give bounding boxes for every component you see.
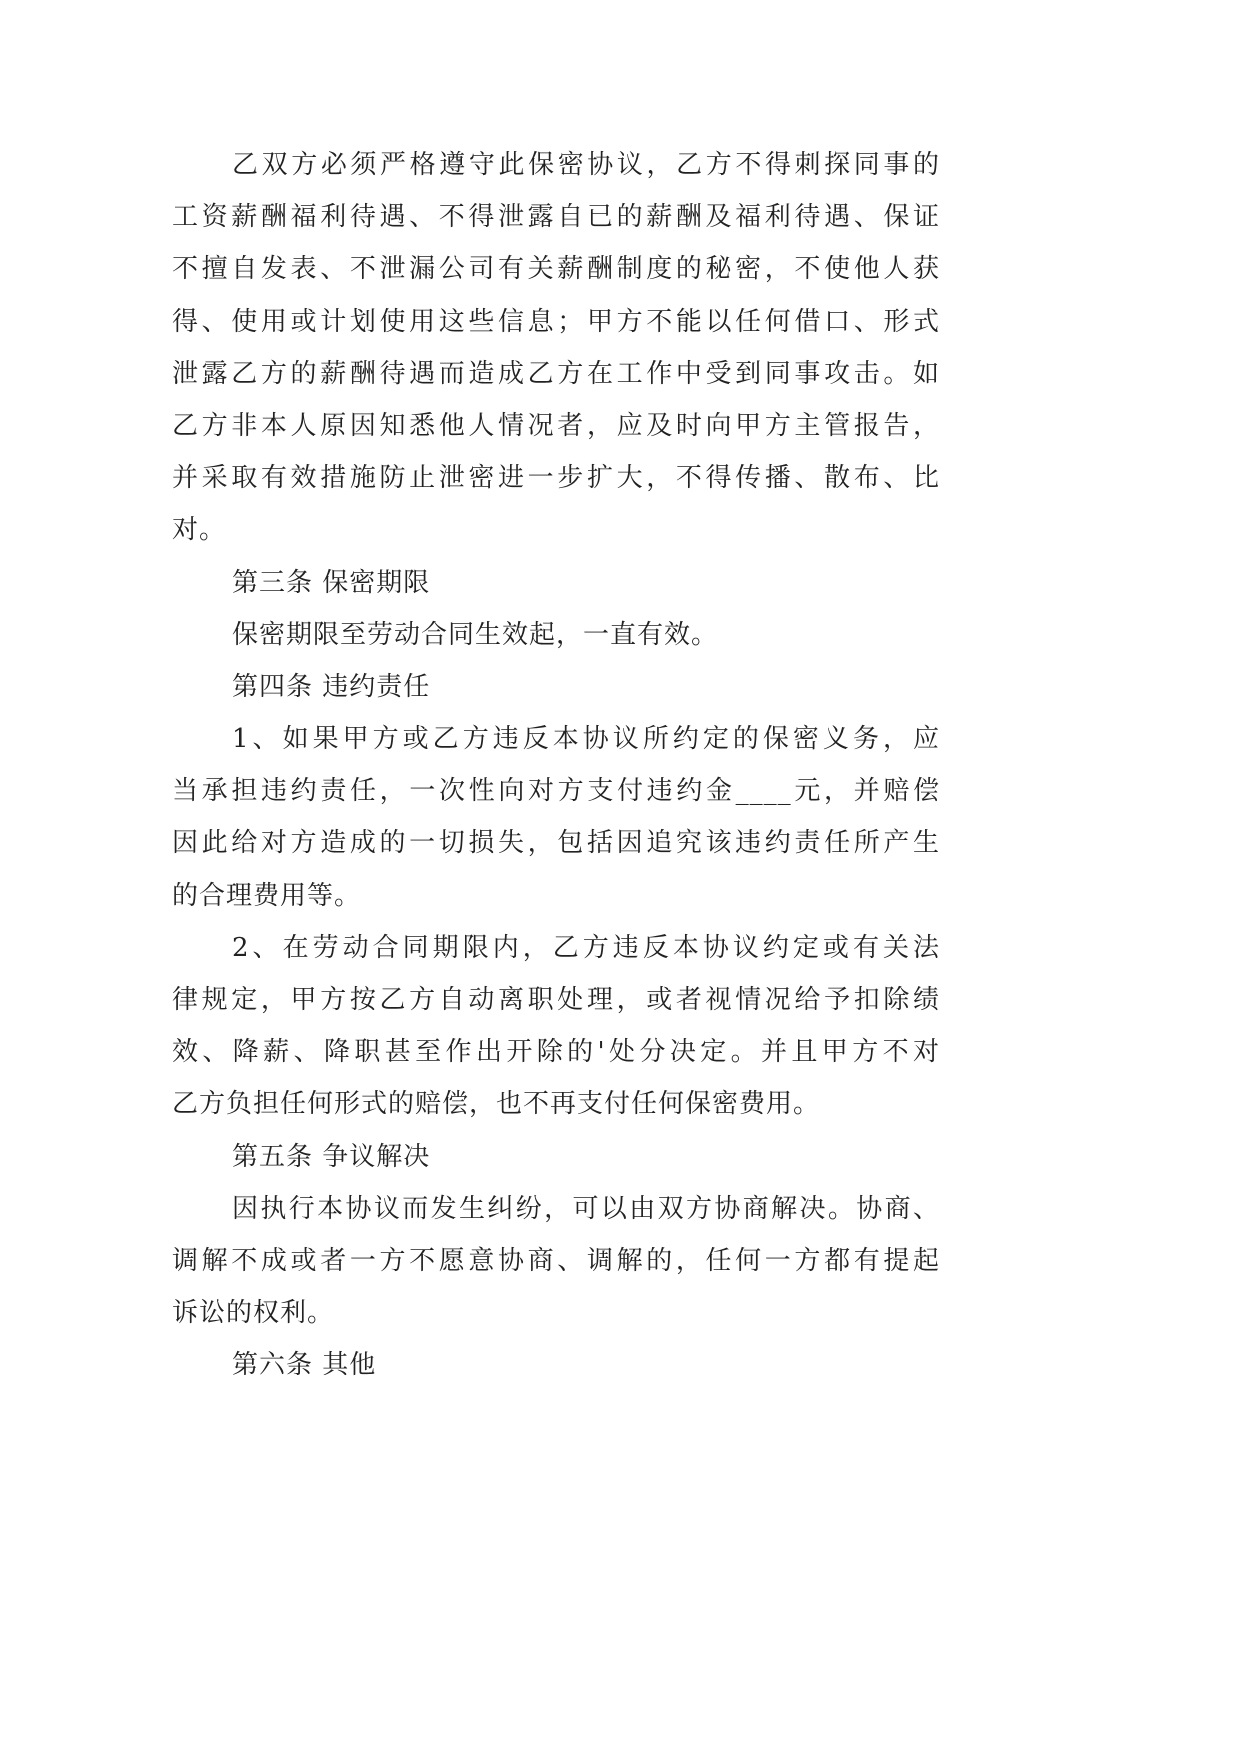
paragraph-2-line-1: 保密期限至劳动合同生效起，一直有效。 (232, 619, 719, 650)
paragraph-5-line-1: 因执行本协议而发生纠纷，可以由双方协商解决。协商、 (232, 1193, 940, 1224)
paragraph-5-line-3: 诉讼的权利。 (172, 1298, 335, 1329)
paragraph-confidentiality-obligation (172, 139, 940, 557)
paragraph-1-line-4: 得、使用或计划使用这些信息；甲方不能以任何借口、形式 (172, 306, 940, 337)
paragraph-3-line-1: 1、如果甲方或乙方违反本协议所约定的保密义务，应 (232, 724, 940, 755)
section-heading: 第三条 保密期限 (232, 567, 431, 598)
paragraph-5-line-2: 调解不成或者一方不愿意协商、调解的，任何一方都有提起 (172, 1245, 940, 1276)
heading-article-3 (172, 557, 940, 609)
paragraph-1-line-3: 不擅自发表、不泄漏公司有关薪酬制度的秘密，不使他人获 (172, 254, 940, 285)
paragraph-3-line-3: 因此给对方造成的一切损失，包括因追究该违约责任所产生 (172, 828, 940, 859)
document-body (172, 139, 940, 1392)
heading-article-6 (172, 1339, 940, 1391)
paragraph-1-line-7: 并采取有效措施防止泄密进一步扩大，不得传播、散布、比 (172, 463, 940, 494)
heading-article-4 (172, 661, 940, 713)
section-heading: 第六条 其他 (232, 1350, 377, 1381)
paragraph-1-line-8: 对。 (172, 515, 227, 546)
section-heading: 第四条 违约责任 (232, 671, 431, 702)
paragraph-confidentiality-period (172, 609, 940, 661)
paragraph-4-line-3: 效、降薪、降职甚至作出开除的'处分决定。并且甲方不对 (172, 1037, 940, 1068)
paragraph-1-line-6: 乙方非本人原因知悉他人情况者，应及时向甲方主管报告， (172, 410, 940, 441)
paragraph-4-line-4: 乙方负担任何形式的赔偿，也不再支付任何保密费用。 (172, 1089, 821, 1120)
paragraph-liability-item-2 (172, 922, 940, 1131)
paragraph-4-line-2: 律规定，甲方按乙方自动离职处理，或者视情况给予扣除绩 (172, 985, 940, 1015)
section-heading: 第五条 争议解决 (232, 1141, 431, 1172)
paragraph-3-line-4: 的合理费用等。 (172, 880, 362, 911)
paragraph-3-line-2: 当承担违约责任，一次性向对方支付违约金____元，并赔偿 (172, 776, 940, 807)
paragraph-4-line-1: 2、在劳动合同期限内，乙方违反本协议约定或有关法 (232, 932, 940, 963)
paragraph-1-line-1: 乙双方必须严格遵守此保密协议，乙方不得刺探同事的 (232, 150, 940, 180)
heading-article-5 (172, 1131, 940, 1183)
paragraph-liability-item-1 (172, 713, 940, 922)
paragraph-1-line-2: 工资薪酬福利待遇、不得泄露自已的薪酬及福利待遇、保证 (172, 202, 940, 233)
paragraph-1-line-5: 泄露乙方的薪酬待遇而造成乙方在工作中受到同事攻击。如 (172, 358, 940, 389)
paragraph-dispute-resolution (172, 1183, 940, 1340)
